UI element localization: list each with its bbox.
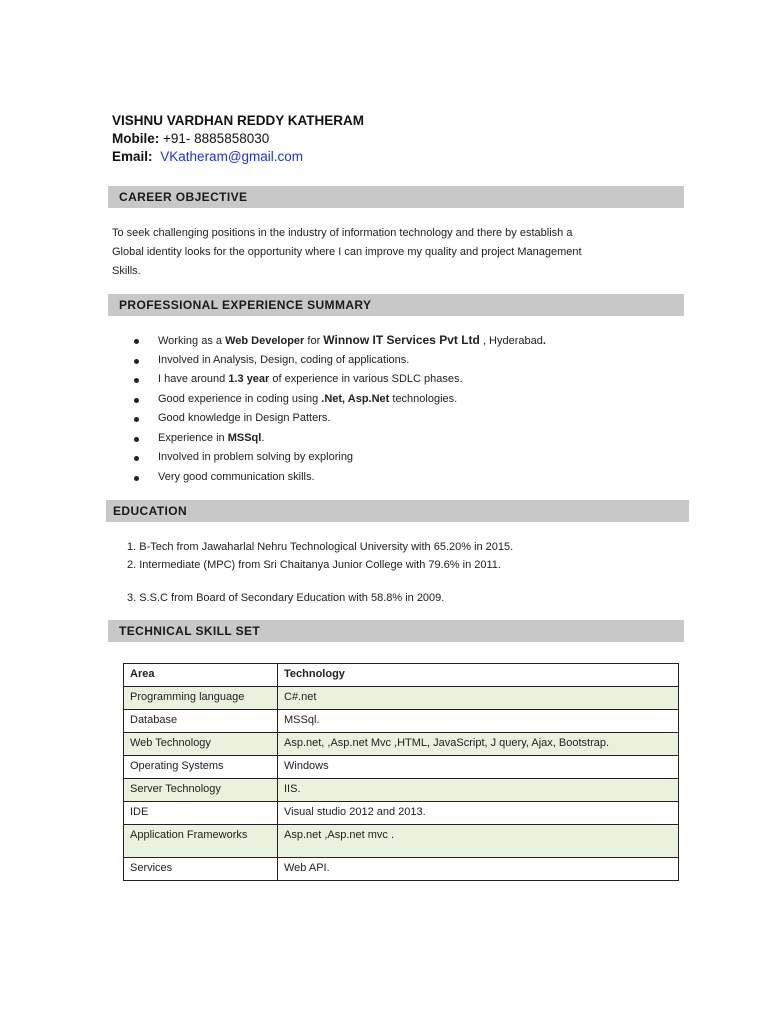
area-cell: Programming language [124,687,278,710]
table-header-row [124,664,679,687]
area-cell: Application Frameworks [124,825,278,858]
career-line: Skills. [112,265,141,277]
list-item [130,468,546,488]
bullet-icon [134,456,139,461]
technology-cell: IIS. [278,779,679,802]
career-objective-text [112,224,632,281]
list-item [130,448,546,468]
mobile-line [112,131,269,146]
text: . [261,431,265,444]
technology-cell: Visual studio 2012 and 2013. [278,802,679,825]
text: of experience in various SDLC phases. [269,373,463,385]
email-link[interactable]: VKatheram@gmail.com [160,149,304,164]
bullet-icon [134,339,139,344]
education-item: 2. Intermediate (MPC) from Sri Chaitanya Junior College with 79.6% in 2011. [127,559,501,571]
company-name: Winnow IT Services Pvt Ltd [323,333,480,347]
list-item [130,331,546,351]
table-row [124,710,679,733]
bullet-icon [134,398,139,403]
area-cell: Operating Systems [124,756,278,779]
list-item [130,409,546,429]
email-line [112,149,303,164]
experience-list [130,331,546,487]
area-cell: Database [124,710,278,733]
skills-table [123,663,679,881]
education-item: 3. S.S.C from Board of Secondary Education with 58.8% in 2009. [127,592,445,604]
text: Very good communication skills. [158,470,315,483]
bullet-icon [134,476,139,481]
technology-cell: Asp.net ,Asp.net mvc . [278,825,679,858]
tech-names: .Net, Asp.Net [321,392,390,405]
area-cell: Services [124,858,278,881]
text: Involved in problem solving by exploring [158,451,354,463]
technology-cell: MSSql. [278,710,679,733]
email-label: Email: [112,149,153,164]
text: Working as a [158,335,226,347]
column-header-area: Area [124,664,278,687]
candidate-name: VISHNU VARDHAN REDDY KATHERAM [112,113,365,128]
experience-summary-heading: PROFESSIONAL EXPERIENCE SUMMARY [108,294,684,316]
career-line: To seek challenging positions in the industry of information technology and there by establish a [112,227,573,239]
area-cell: Web Technology [124,733,278,756]
education-item: 1. B-Tech from Jawaharlal Nehru Technological University with 65.20% in 2015. [127,541,514,553]
table-row [124,733,679,756]
area-cell: IDE [124,802,278,825]
text: Involved in Analysis, Design, coding of applications. [158,353,410,366]
technical-skills-heading: TECHNICAL SKILL SET [108,620,684,642]
text: for [304,335,324,347]
experience-duration: 1.3 year [228,373,270,385]
education-heading: EDUCATION [106,500,689,522]
bullet-icon [134,437,139,442]
table-row [124,802,679,825]
bullet-icon [134,417,139,422]
text: . [542,335,546,347]
mobile-value: +91- 8885858030 [163,131,270,146]
text: , Hyderabad [479,335,543,347]
list-item [130,429,546,449]
job-title: Web Developer [225,335,305,347]
technology-cell: C#.net [278,687,679,710]
table-row [124,687,679,710]
text: Good knowledge in Design Patters. [158,412,331,424]
technology-cell: Windows [278,756,679,779]
area-cell: Server Technology [124,779,278,802]
column-header-technology: Technology [278,664,679,687]
db-name: MSSql [227,431,262,444]
table-row [124,825,679,858]
technology-cell: Asp.net, ,Asp.net Mvc ,HTML, JavaScript, J query, Ajax, Bootstrap. [278,733,679,756]
mobile-label: Mobile: [112,131,160,146]
text: technologies. [389,392,458,405]
text: Good experience in coding using [158,392,322,405]
table-row [124,756,679,779]
bullet-icon [134,359,139,364]
career-objective-heading: CAREER OBJECTIVE [108,186,684,208]
table-row [124,779,679,802]
bullet-icon [134,378,139,383]
list-item [130,370,546,390]
career-line: Global identity looks for the opportunity where I can improve my quality and project Management [112,246,582,258]
table-row [124,858,679,881]
list-item [130,351,546,371]
technology-cell: Web API. [278,858,679,881]
text: I have around [158,373,229,385]
text: Experience in [158,431,228,444]
list-item [130,390,546,410]
